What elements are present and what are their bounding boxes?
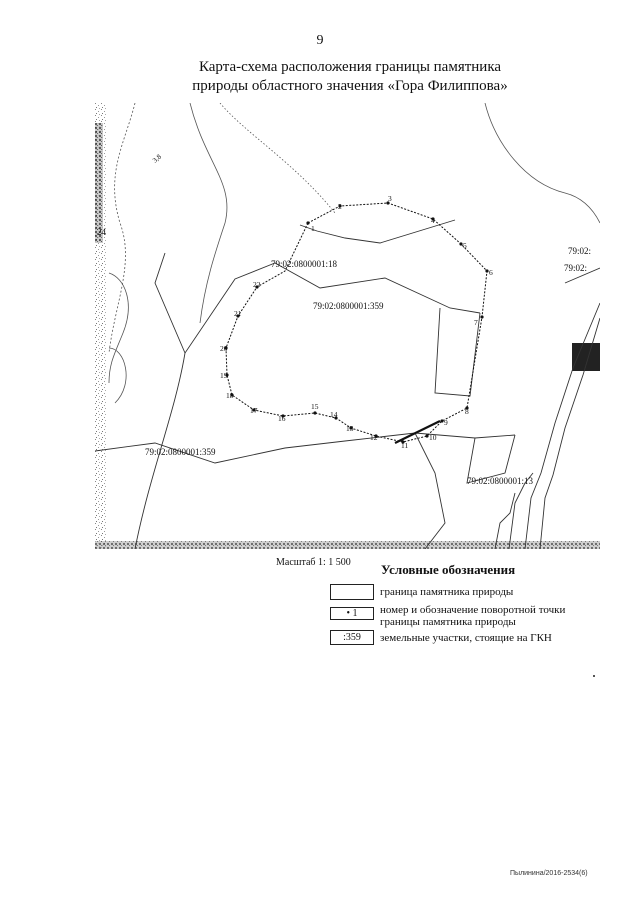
scan-speck (593, 675, 595, 677)
legend-turning-point-swatch: • 1 (330, 607, 374, 620)
scan-edge-right (572, 343, 600, 371)
legend-item-turning-point (330, 604, 565, 628)
title-line-2: природы областного значения «Гора Филиппова» (192, 78, 508, 94)
turning-point-label: 11 (401, 441, 409, 450)
legend-parcel-swatch: :359 (330, 630, 374, 645)
title-line-1: Карта-схема расположения границы памятника (198, 59, 502, 75)
turning-point-label: 20 (220, 344, 228, 353)
legend-title: Условные обозначения (381, 562, 516, 577)
map-scheme (95, 103, 600, 549)
legend-parcel-text: земельные участки, стоящие на ГКН (380, 632, 552, 644)
parcel-label: 79:02:0800001:18 (271, 259, 338, 269)
turning-point (306, 221, 309, 224)
turning-point-label: 17 (250, 406, 258, 415)
legend-item-boundary (330, 584, 513, 600)
map-canvas (95, 103, 600, 549)
turning-point-label: 21 (234, 309, 242, 318)
edge-label: 24 (97, 227, 106, 237)
legend-turning-point-text: номер и обозначение поворотной точки границы памятника природы (380, 604, 566, 628)
turning-point-label: 6 (489, 268, 493, 277)
turning-point (313, 411, 316, 414)
map-scale: Масштаб 1: 1 500 (276, 557, 351, 568)
legend-boundary-swatch (330, 584, 374, 600)
footer-code: Пылинина/2016-2534(6) (510, 870, 588, 877)
turning-point-label: 22 (253, 280, 261, 289)
turning-point-label: 18 (226, 391, 234, 400)
parcel-label: 79:02:0800001:359 (145, 447, 216, 457)
scan-edge-bottom (95, 541, 600, 549)
parcel-label: 79:02: (568, 246, 592, 256)
turning-point-label: 15 (311, 402, 319, 411)
turning-point-label: 12 (370, 433, 378, 442)
turning-point-label: 14 (330, 410, 338, 419)
turning-point-label: 2 (338, 202, 342, 211)
parcel-label: 79:02: (564, 263, 588, 273)
monument-boundary (226, 203, 487, 442)
terrain-lines (109, 103, 600, 403)
turning-point-label: 3 (388, 194, 392, 203)
turning-point-label: 13 (346, 424, 354, 433)
turning-point-label: 9 (444, 418, 448, 427)
legend-boundary-text: граница памятника природы (380, 586, 514, 598)
parcel-label: 79:02:0800001:13 (467, 476, 534, 486)
faded-label: 3,8 (151, 152, 163, 165)
turning-point-label: 5 (463, 241, 467, 250)
turning-point-label: 10 (429, 433, 437, 442)
parcel-boundaries (95, 220, 600, 549)
turning-point-label: 7 (474, 318, 478, 327)
turning-point (480, 315, 483, 318)
scan-edge-left-dark (95, 123, 103, 243)
turning-point-label: 16 (278, 414, 286, 423)
parcel-label: 79:02:0800001:359 (313, 301, 384, 311)
turning-point-label: 4 (431, 216, 435, 225)
turning-point-label: 1 (311, 224, 315, 233)
turning-point-label: 8 (465, 407, 469, 416)
turning-points (224, 201, 488, 443)
page-number: 9 (316, 33, 324, 48)
legend-item-parcels (330, 630, 552, 645)
turning-point-label: 19 (220, 371, 228, 380)
page-title (0, 58, 640, 96)
